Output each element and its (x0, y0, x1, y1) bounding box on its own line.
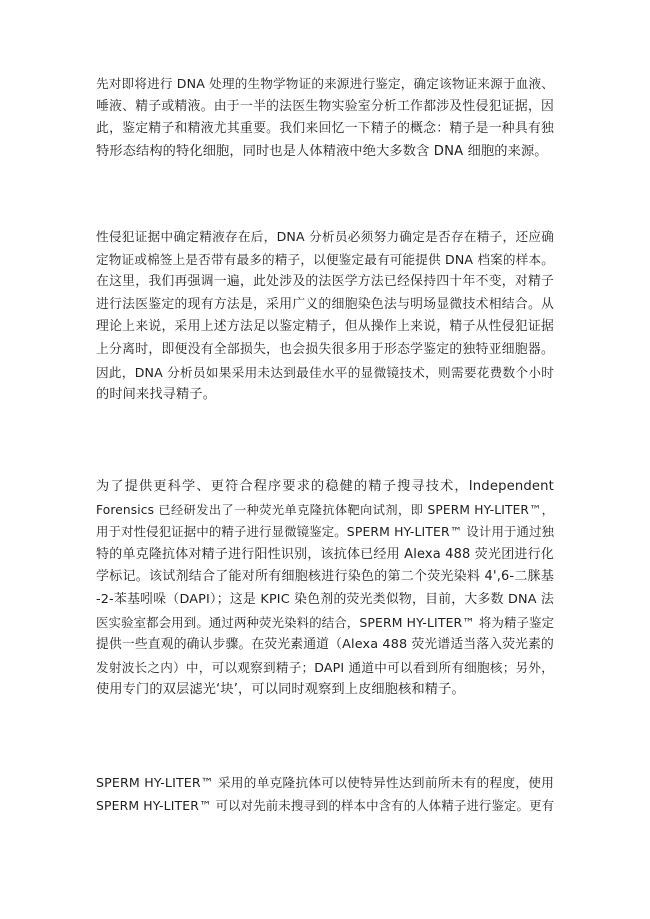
text-line: 此，鉴定精子和精液尤其重要。我们来回忆一下精子的概念：精子是一种具有独 (96, 121, 554, 137)
text-line: 性侵犯证据中确定精液存在后，DNA 分析员必须努力确定是否存在精子，还应确 (96, 229, 554, 244)
text-line: 进行法医鉴定的现有方法是，采用广义的细胞染色法与明场显微技术相结合。从 (96, 296, 554, 312)
text-line: 为了提供更科学、更符合程序要求的稳健的精子搜寻技术，Independent (96, 479, 554, 494)
text-line: 特的单克隆抗体对精子进行阳性识别，该抗体已经用 Alexa 488 荧光团进行化 (96, 546, 554, 562)
text-line: -2-苯基吲哚（DAPI）；这是 KPIC 染色剂的荧光类似物，目前，大多数 DNA 法 (96, 591, 554, 607)
text-line: 学标记。该试剂结合了能对所有细胞核进行染色的第二个荧光染料 4',6-二脒基 (96, 569, 554, 585)
text-line: Forensics 已经研发出了一种荧光单克隆抗体靶向试剂，即 SPERM HY-LITER™， (96, 502, 554, 517)
text-line: 的时间来找寻精子。 (96, 387, 217, 403)
paragraph-dna-source-identification (96, 73, 554, 163)
text-line: 定物证或棉签上是否带有最多的精子，以便鉴定最有可能提供 DNA 档案的样本。 (96, 251, 554, 267)
paragraph-monoclonal-antibody-specificity (96, 772, 554, 817)
text-line: 上分离时，即便没有全部损失，也会损失很多用于形态学鉴定的独特亚细胞器。 (96, 341, 554, 357)
text-line: 发射波长之内）中，可以观察到精子；DAPI 通道中可以看到所有细胞核；另外， (96, 659, 554, 675)
paragraph-sperm-search-methods (96, 226, 554, 407)
text-line: 在这里，我们再强调一遍，此处涉及的法医学方法已经保持四十年不变，对精子 (96, 274, 554, 290)
text-line: 医实验室都会用到。通过两种荧光染料的结合，SPERM HY-LITER™ 将为精子鉴定 (96, 614, 554, 630)
text-line: 因此，DNA 分析员如果采用未达到最佳水平的显微镜技术，则需要花费数个小时 (96, 364, 554, 380)
text-line: 提供一些直观的确认步骤。在荧光素通道（Alexa 488 荧光谱适当落入荧光素的 (96, 637, 554, 653)
text-line: 唾液、精子或精液。由于一半的法医生物实验室分析工作都涉及性侵犯证据，因 (96, 98, 554, 114)
text-line: 使用专门的双层滤光‘块’，可以同时观察到上皮细胞核和精子。 (96, 682, 465, 698)
text-line: SPERM HY-LITER™ 可以对先前未搜寻到的样本中含有的人体精子进行鉴定。更有 (96, 797, 554, 813)
text-line: 用于对性侵犯证据中的精子进行显微镜鉴定。SPERM HY-LITER™ 设计用于通过独 (96, 524, 554, 540)
text-line: 先对即将进行 DNA 处理的生物学物证的来源进行鉴定，确定该物证来源于血液、 (96, 76, 554, 91)
paragraph-sperm-hy-liter-description (96, 476, 554, 702)
text-line: SPERM HY-LITER™ 采用的单克隆抗体可以使特异性达到前所未有的程度，使用 (96, 775, 554, 790)
text-line: 理论上来说，采用上述方法足以鉴定精子，但从操作上来说，精子从性侵犯证据 (96, 319, 554, 335)
text-line: 特形态结构的特化细胞，同时也是人体精液中绝大多数含 DNA 细胞的来源。 (96, 143, 548, 159)
